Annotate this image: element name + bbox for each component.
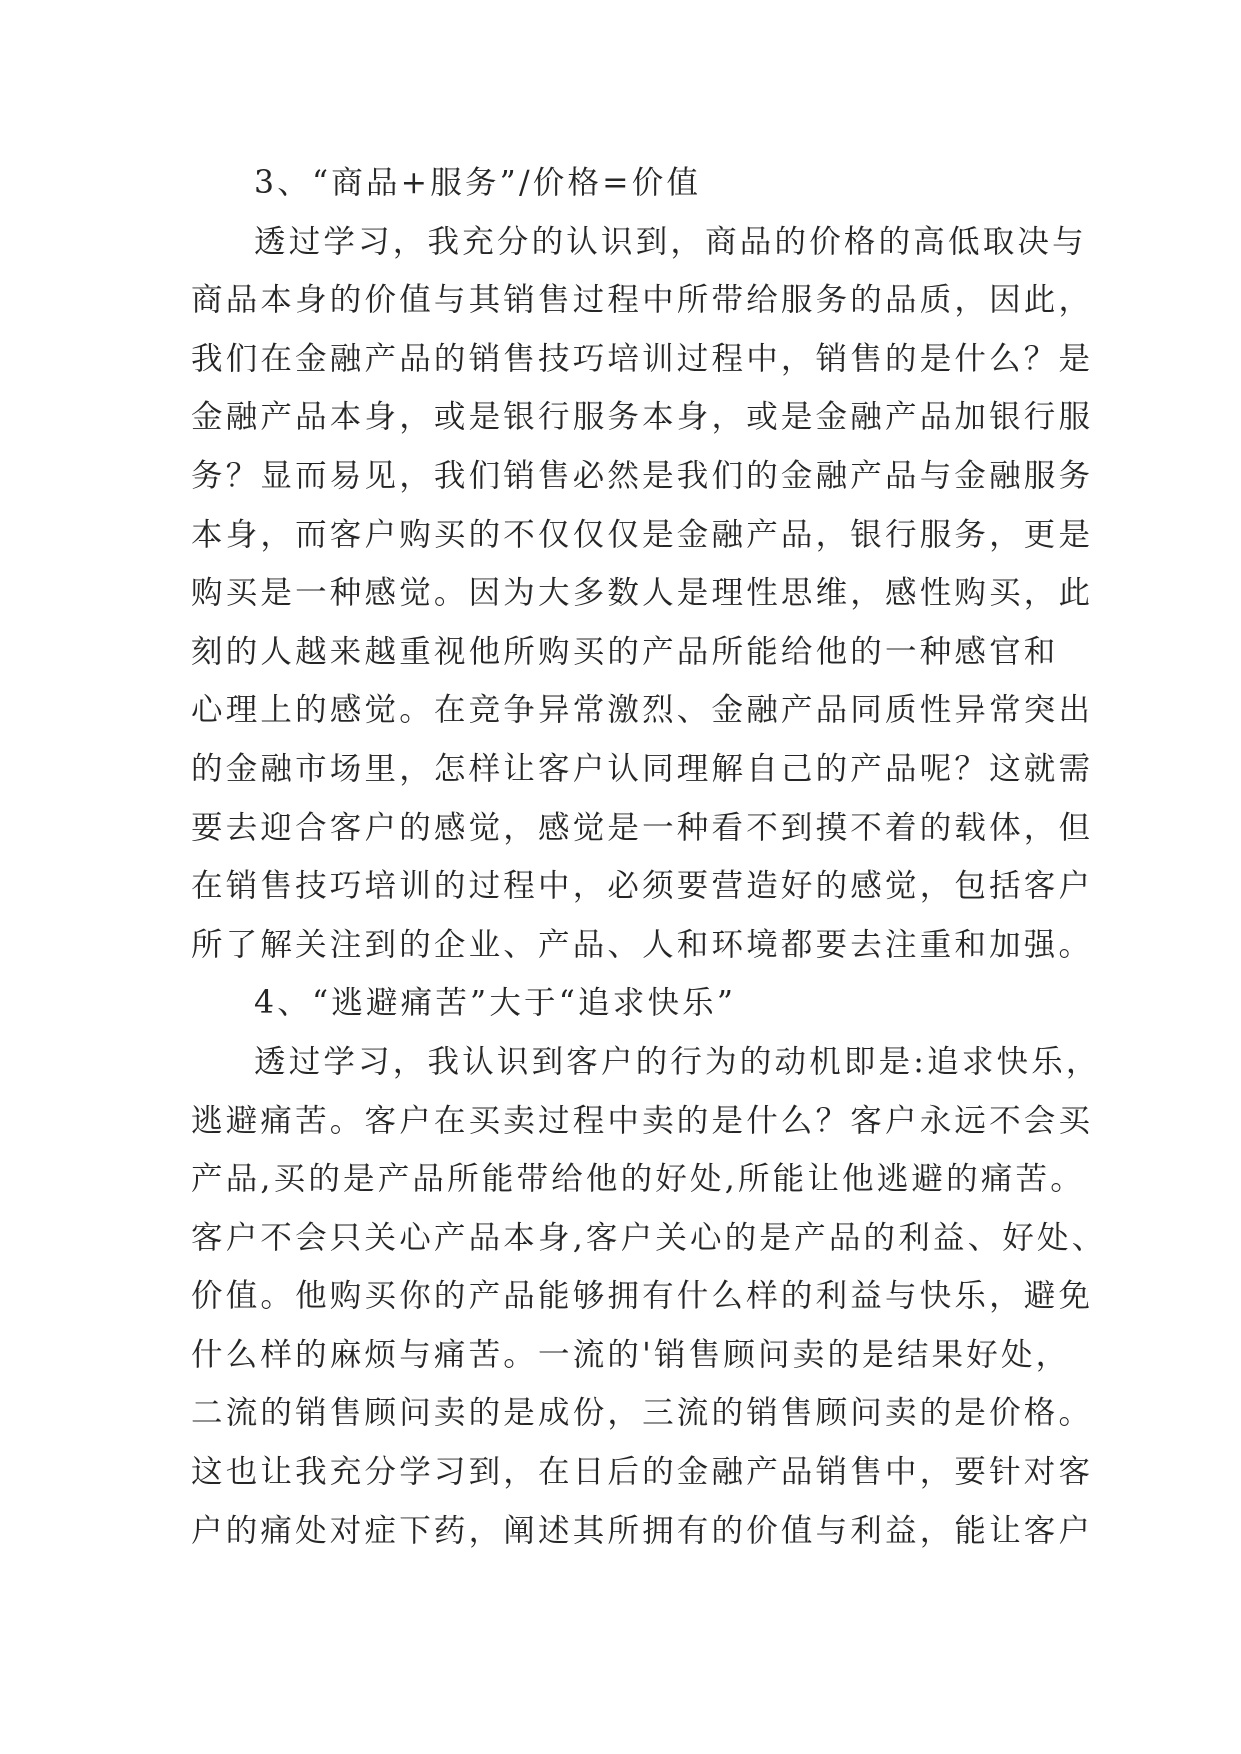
paragraph-line: 所了解关注到的企业、产品、人和环境都要去注重和加强。 bbox=[191, 926, 1094, 963]
paragraph-line: 务？显而易见，我们销售必然是我们的金融产品与金融服务 bbox=[191, 457, 1094, 494]
paragraph-line: 购买是一种感觉。因为大多数人是理性思维，感性购买，此 bbox=[191, 575, 1094, 612]
paragraph-line: 要去迎合客户的感觉，感觉是一种看不到摸不着的载体，但 bbox=[191, 809, 1094, 846]
paragraph-line: 户的痛处对症下药，阐述其所拥有的价值与利益，能让客户 bbox=[191, 1512, 1094, 1549]
paragraph-line: 产品,买的是产品所能带给他的好处,所能让他逃避的痛苦。 bbox=[191, 1161, 1085, 1198]
paragraph-line: 逃避痛苦。客户在买卖过程中卖的是什么？客户永远不会买 bbox=[191, 1102, 1094, 1139]
paragraph-line: 客户不会只关心产品本身,客户关心的是产品的利益、好处、 bbox=[191, 1219, 1107, 1256]
paragraph-line: 刻的人越来越重视他所购买的产品所能给他的一种感官和 bbox=[191, 633, 1059, 670]
paragraph-line: 透过学习，我充分的认识到，商品的价格的高低取决与 bbox=[254, 223, 1087, 260]
paragraph-line: 透过学习，我认识到客户的行为的动机即是:追求快乐， bbox=[254, 1043, 1101, 1080]
paragraph-line: 在销售技巧培训的过程中，必须要营造好的感觉，包括客户 bbox=[191, 868, 1094, 905]
paragraph-line: 的金融市场里，怎样让客户认同理解自己的产品呢？这就需 bbox=[191, 750, 1094, 787]
paragraph-line: 这也让我充分学习到，在日后的金融产品销售中，要针对客 bbox=[191, 1454, 1094, 1491]
paragraph-line: 什么样的麻烦与痛苦。一流的'销售顾问卖的是结果好处， bbox=[191, 1336, 1071, 1373]
paragraph-line: 价值。他购买你的产品能够拥有什么样的利益与快乐，避免 bbox=[191, 1278, 1094, 1315]
body-text bbox=[191, 154, 1107, 1560]
paragraph-line: 商品本身的价值与其销售过程中所带给服务的品质，因此， bbox=[191, 282, 1094, 319]
section-heading-4: 4、“逃避痛苦”大于“追求快乐” bbox=[254, 985, 737, 1022]
paragraph-line: 二流的销售顾问卖的是成份，三流的销售顾问卖的是价格。 bbox=[191, 1395, 1094, 1432]
section-heading-3: 3、“商品+服务”/价格=价值 bbox=[254, 165, 702, 201]
paragraph-line: 金融产品本身，或是银行服务本身，或是金融产品加银行服 bbox=[191, 399, 1094, 436]
paragraph-line: 我们在金融产品的销售技巧培训过程中，销售的是什么？是 bbox=[191, 340, 1094, 377]
paragraph-line: 心理上的感觉。在竞争异常激烈、金融产品同质性异常突出 bbox=[191, 692, 1094, 729]
paragraph-line: 本身，而客户购买的不仅仅仅是金融产品，银行服务，更是 bbox=[191, 516, 1094, 553]
